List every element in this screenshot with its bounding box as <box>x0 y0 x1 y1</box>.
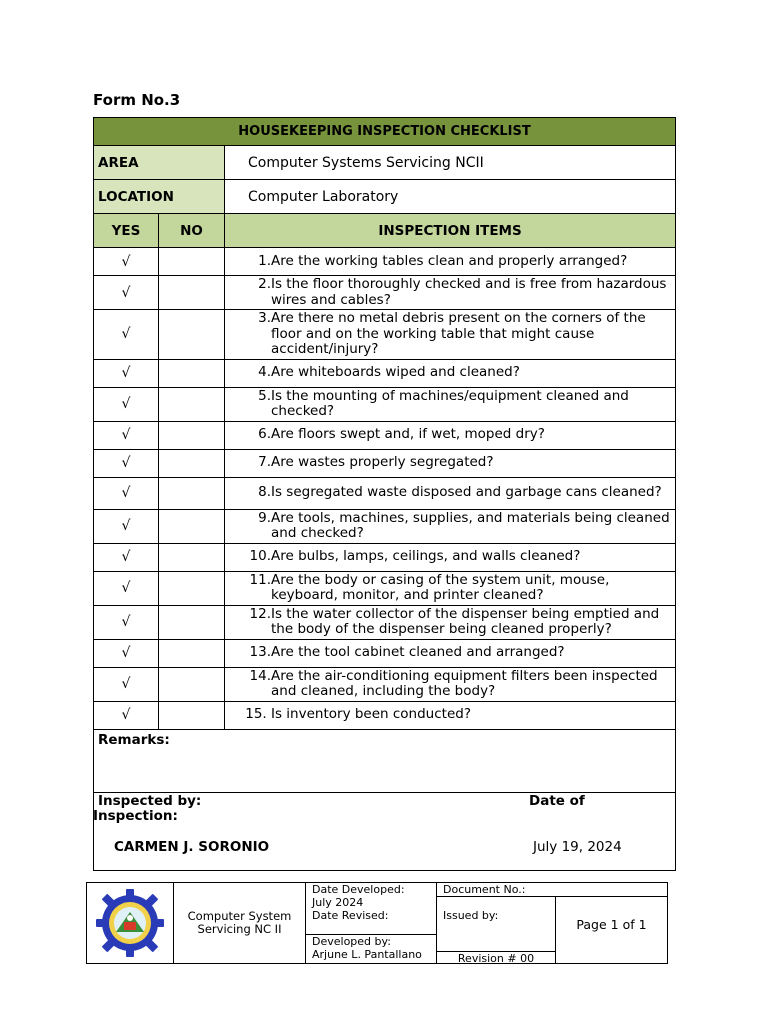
document-dates <box>305 882 437 964</box>
yes-check-cell: √ <box>94 605 159 639</box>
course-name <box>173 882 306 964</box>
item-number: 13. <box>249 644 271 661</box>
checklist-row <box>94 701 676 729</box>
inspection-item <box>225 571 676 605</box>
no-check-cell <box>159 310 225 360</box>
date-revised-label: Date Revised: <box>312 909 389 922</box>
checklist-row <box>94 248 676 276</box>
checklist-table <box>93 117 676 871</box>
yes-check-cell: √ <box>94 310 159 360</box>
item-text: Is the mounting of machines/equipment cleaned and checked? <box>271 387 629 419</box>
checklist-row <box>94 449 676 477</box>
item-text: Are the body or casing of the system unit, mouse, keyboard, monitor, and printer cleaned? <box>271 571 610 603</box>
no-check-cell <box>159 701 225 729</box>
yes-check-cell: √ <box>94 639 159 667</box>
item-number: 11. <box>249 571 271 588</box>
checklist-row <box>94 509 676 543</box>
remarks-label: Remarks: <box>98 731 170 748</box>
item-text: Is the floor thoroughly checked and is free from hazardous wires and cables? <box>271 276 667 308</box>
item-number: 15. <box>245 706 271 723</box>
no-check-cell <box>159 387 225 421</box>
inspection-item <box>225 359 676 387</box>
inspection-item <box>225 387 676 421</box>
date-developed-value: July 2024 <box>312 896 364 909</box>
no-check-cell <box>159 667 225 701</box>
yes-check-cell: √ <box>94 477 159 509</box>
yes-check-cell: √ <box>94 421 159 449</box>
item-text: Are there no metal debris present on the corners of the floor and on the working table that might cause accident/injury? <box>271 310 646 357</box>
inspection-item <box>225 449 676 477</box>
yes-check-cell: √ <box>94 449 159 477</box>
form-number: Form No.3 <box>93 91 181 109</box>
inspection-item <box>225 639 676 667</box>
item-number: 4. <box>258 364 271 381</box>
item-text: Is inventory been conducted? <box>271 706 471 723</box>
item-number: 7. <box>258 454 271 471</box>
inspection-item <box>225 477 676 509</box>
issued-by-label: Issued by: <box>443 909 499 922</box>
inspector-name: CARMEN J. SORONIO <box>114 838 270 855</box>
yes-check-cell: √ <box>94 667 159 701</box>
item-number: 2. <box>258 276 271 292</box>
location-value: Computer Laboratory <box>225 180 676 214</box>
developed-by-value: Arjune L. Pantallano <box>312 948 422 961</box>
no-check-cell <box>159 477 225 509</box>
checklist-row <box>94 543 676 571</box>
item-number: 8. <box>258 484 271 501</box>
document-control <box>436 882 668 964</box>
item-number: 10. <box>249 548 271 565</box>
no-column-header: NO <box>159 214 225 248</box>
item-text: Are the air-conditioning equipment filters been inspected and cleaned, including the body? <box>271 667 658 699</box>
item-number: 3. <box>258 310 271 326</box>
school-logo <box>86 882 174 964</box>
inspection-item <box>225 509 676 543</box>
checklist-row <box>94 359 676 387</box>
item-text: Are floors swept and, if wet, moped dry? <box>271 426 545 443</box>
no-check-cell <box>159 248 225 276</box>
item-number: 5. <box>258 387 271 404</box>
yes-check-cell: √ <box>94 509 159 543</box>
signature-section <box>94 792 676 870</box>
no-check-cell <box>159 276 225 310</box>
inspection-date: July 19, 2024 <box>533 838 622 855</box>
yes-column-header: YES <box>94 214 159 248</box>
item-text: Are bulbs, lamps, ceilings, and walls cleaned? <box>271 548 581 565</box>
yes-check-cell: √ <box>94 248 159 276</box>
item-number: 12. <box>249 605 271 622</box>
inspection-item <box>225 543 676 571</box>
checklist-title: HOUSEKEEPING INSPECTION CHECKLIST <box>94 118 676 146</box>
revision-number: Revision # 00 <box>457 952 535 965</box>
no-check-cell <box>159 509 225 543</box>
no-check-cell <box>159 605 225 639</box>
inspection-item <box>225 605 676 639</box>
inspection-item <box>225 701 676 729</box>
document-footer <box>86 882 668 964</box>
course-line-1: Computer System <box>187 909 292 923</box>
date-developed-label: Date Developed: <box>312 883 405 896</box>
yes-check-cell: √ <box>94 276 159 310</box>
item-number: 14. <box>249 667 271 684</box>
checklist-row <box>94 387 676 421</box>
location-label: LOCATION <box>94 180 225 214</box>
document-number-label: Document No.: <box>443 883 526 896</box>
inspection-item <box>225 310 676 360</box>
item-text: Is segregated waste disposed and garbage cans cleaned? <box>271 484 662 501</box>
checklist-row <box>94 477 676 509</box>
inspection-item <box>225 248 676 276</box>
item-text: Is the water collector of the dispenser being emptied and the body of the dispenser being cleaned properly? <box>271 605 660 637</box>
remarks-section <box>94 729 676 792</box>
item-number: 1. <box>258 252 271 269</box>
inspection-item <box>225 667 676 701</box>
yes-check-cell: √ <box>94 701 159 729</box>
no-check-cell <box>159 571 225 605</box>
item-text: Are the tool cabinet cleaned and arranged? <box>271 644 565 661</box>
yes-check-cell: √ <box>94 359 159 387</box>
checklist-row <box>94 639 676 667</box>
checklist-row <box>94 605 676 639</box>
checklist-row <box>94 571 676 605</box>
yes-check-cell: √ <box>94 571 159 605</box>
gear-seal-icon <box>95 888 165 958</box>
item-text: Are tools, machines, supplies, and materials being cleaned and checked? <box>271 509 670 541</box>
inspection-items-header: INSPECTION ITEMS <box>225 214 676 248</box>
checklist-row <box>94 421 676 449</box>
no-check-cell <box>159 449 225 477</box>
item-number: 9. <box>258 509 271 526</box>
yes-check-cell: √ <box>94 387 159 421</box>
course-line-2: Servicing NC II <box>197 922 282 936</box>
checklist-row <box>94 310 676 360</box>
no-check-cell <box>159 421 225 449</box>
developed-by-label: Developed by: <box>312 935 391 948</box>
item-number: 6. <box>258 426 271 443</box>
inspection-label: Inspection: <box>93 807 178 824</box>
checklist-row <box>94 667 676 701</box>
page-number: Page 1 of 1 <box>576 917 647 932</box>
inspection-item <box>225 276 676 310</box>
area-label: AREA <box>94 146 225 180</box>
item-text: Are whiteboards wiped and cleaned? <box>271 364 520 381</box>
inspected-by-label: Inspected by: <box>98 792 202 809</box>
item-text: Are wastes properly segregated? <box>271 454 494 471</box>
no-check-cell <box>159 359 225 387</box>
inspection-items <box>94 248 676 730</box>
item-text: Are the working tables clean and properly arranged? <box>271 252 628 269</box>
no-check-cell <box>159 639 225 667</box>
date-of-label: Date of <box>529 792 585 809</box>
inspection-item <box>225 421 676 449</box>
no-check-cell <box>159 543 225 571</box>
yes-check-cell: √ <box>94 543 159 571</box>
area-value: Computer Systems Servicing NCII <box>225 146 676 180</box>
checklist-row <box>94 276 676 310</box>
